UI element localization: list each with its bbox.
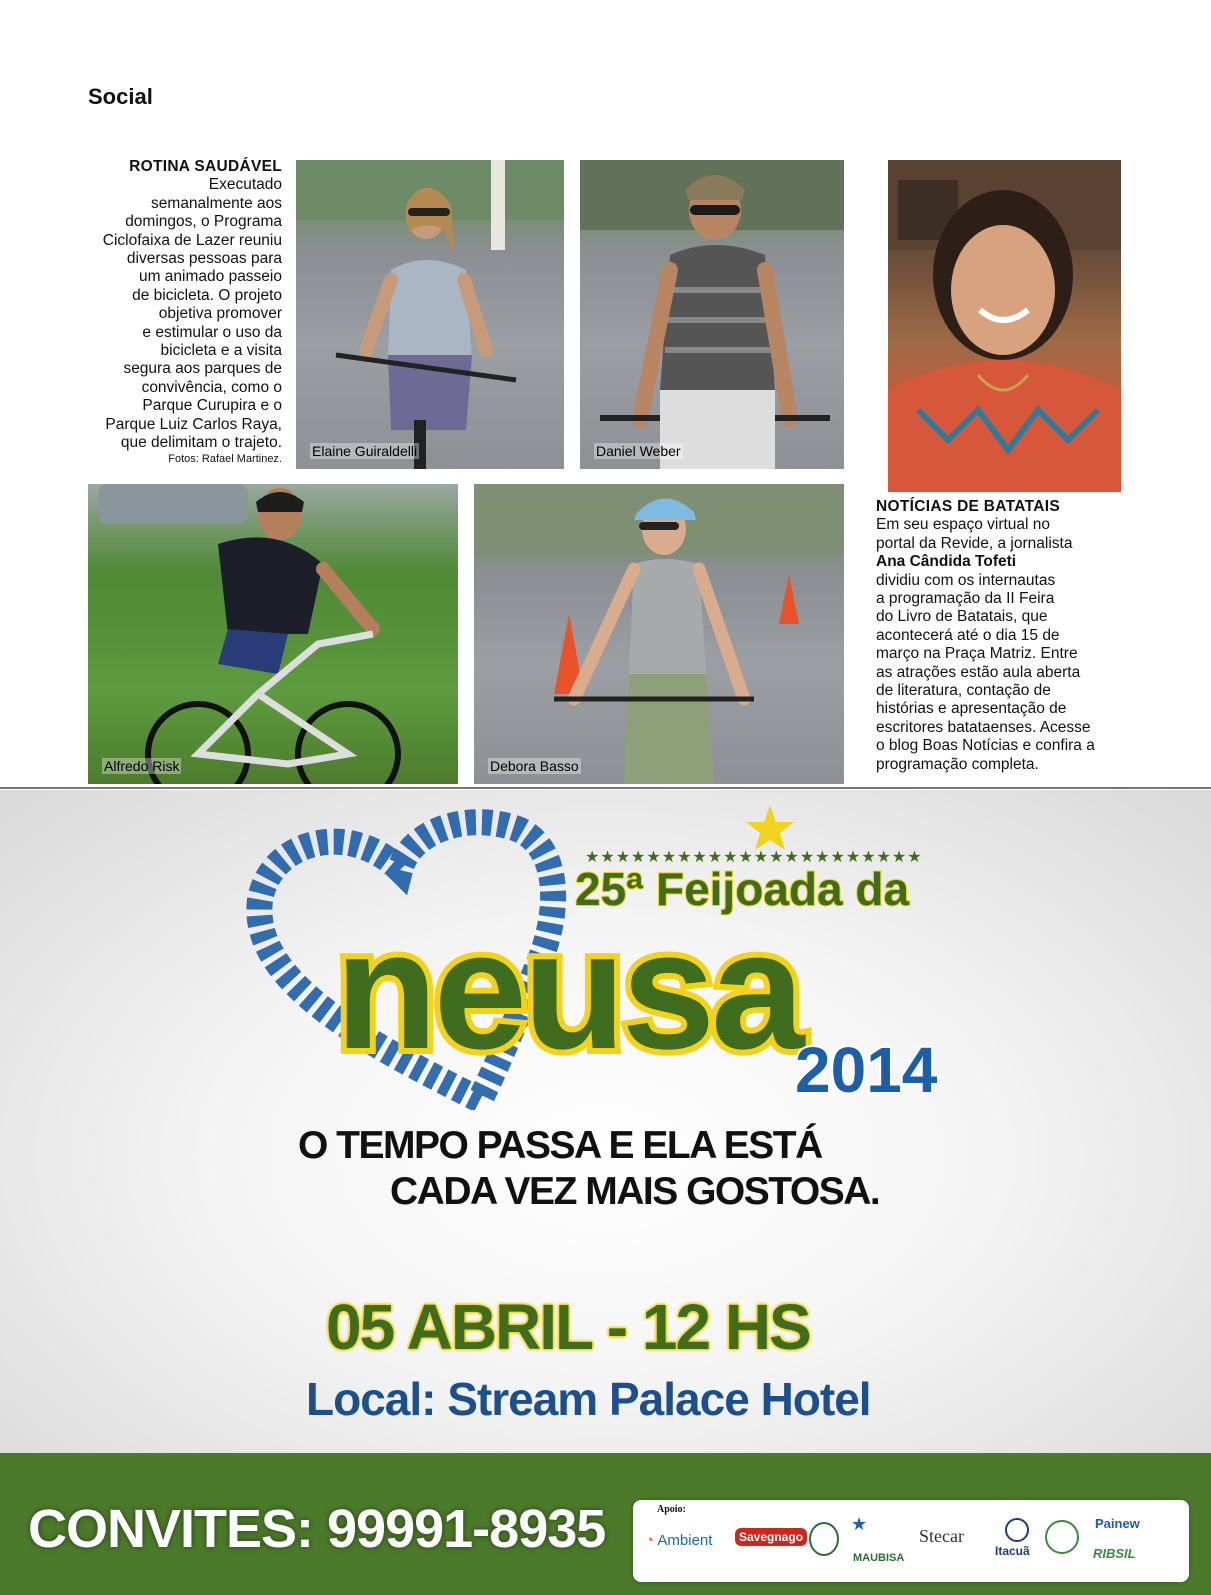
portrait-illustration [888, 160, 1121, 492]
noticias-line: a programação da II Feira [876, 590, 1055, 608]
noticias-line: março na Praça Matriz. Entre [876, 645, 1078, 663]
feijoada-logo [240, 800, 980, 1110]
rotina-line: Parque Curupira e o [142, 397, 282, 415]
photo-ana-candida [888, 160, 1121, 492]
cyclist-illustration [296, 160, 564, 469]
section-divider [0, 787, 1211, 789]
apoio-label: Apoio: [657, 1504, 686, 1515]
rotina-line: que delimitam o trajeto. [120, 434, 282, 452]
sponsor-itacua: Itacuã [995, 1544, 1030, 1558]
section-title: Social [88, 84, 153, 109]
round-seal-icon [1045, 1520, 1079, 1554]
rotina-line: segura aos parques de [123, 360, 282, 378]
noticias-heading: NOTÍCIAS DE BATATAIS [876, 498, 1060, 515]
ambient-logo-icon: ◔ [645, 1532, 655, 1549]
tagline-line-2: CADA VEZ MAIS GOSTOSA. [390, 1170, 880, 1213]
star-row-icon: ★★★★★★★★★★★★★★★★★★★★★★ [585, 847, 923, 866]
convites-phone: CONVITES: 99991-8935 [28, 1499, 606, 1559]
rotina-article [88, 158, 282, 466]
sponsor-savegnago: Savegnago [735, 1528, 807, 1546]
noticias-name: Ana Cândida Tofeti [876, 553, 1017, 571]
rotina-heading: ROTINA SAUDÁVEL [129, 158, 282, 175]
photo-caption: Debora Basso [490, 758, 579, 774]
cyclist-illustration [88, 484, 458, 784]
rotina-line: semanalmente aos [151, 194, 282, 212]
photo-alfredo [88, 484, 458, 784]
noticias-line: acontecerá até o dia 15 de [876, 626, 1060, 644]
noticias-line: as atrações estão aula aberta [876, 663, 1081, 681]
sponsor-ambient [645, 1532, 712, 1549]
star-icon [746, 805, 794, 850]
photo-elaine [296, 160, 564, 469]
photo-daniel [580, 160, 844, 469]
noticias-line: histórias e apresentação de [876, 700, 1067, 718]
noticias-article [876, 498, 1116, 774]
sponsor-stecar: Stecar [919, 1526, 964, 1546]
coat-of-arms-icon [809, 1522, 839, 1556]
sponsor-ribsil: RIBSIL [1093, 1546, 1136, 1561]
noticias-line: de literatura, contação de [876, 682, 1051, 700]
noticias-line: escritores batataenses. Acesse [876, 718, 1091, 736]
cyclist-illustration [580, 160, 844, 469]
cyclist-illustration [474, 484, 844, 784]
rotina-line: de bicicleta. O projeto [132, 286, 282, 304]
rotina-line: diversas pessoas para [126, 250, 282, 268]
rotina-line: convivência, como o [141, 378, 282, 396]
vw-logo-icon [1005, 1518, 1029, 1542]
noticias-line: o blog Boas Notícias e confira a [876, 737, 1095, 755]
event-date: 05 ABRIL - 12 HS [326, 1291, 810, 1363]
photo-caption: Daniel Weber [596, 443, 681, 459]
year-label: 2014 [795, 1034, 938, 1106]
photo-debora [474, 484, 844, 784]
noticias-line: dividiu com os internautas [876, 571, 1056, 589]
rotina-line: Ciclofaixa de Lazer reuniu [102, 231, 282, 249]
tagline-line-1: O TEMPO PASSA E ELA ESTÁ [298, 1124, 822, 1167]
rotina-line: e estimular o uso da [142, 323, 282, 341]
noticias-line: do Livro de Batatais, que [876, 608, 1048, 626]
photo-caption: Elaine Guiraldelli [312, 443, 418, 459]
rotina-line: Executado [208, 176, 282, 194]
sponsors-panel [633, 1500, 1189, 1582]
sponsor-painew: Painew [1095, 1516, 1140, 1531]
neusa-wordmark: neusa [335, 896, 801, 1084]
edition-title: 25ª Feijoada da [575, 863, 910, 915]
noticias-line: portal da Revide, a jornalista [876, 534, 1073, 552]
star-logo-icon: ★ [851, 1514, 868, 1534]
sponsor-ambient-name: Ambient [657, 1532, 713, 1549]
rotina-line: um animado passeio [138, 268, 282, 286]
photo-caption: Alfredo Risk [104, 758, 180, 774]
rotina-line: Parque Luiz Carlos Raya, [105, 415, 282, 433]
sponsor-maubisa: MAUBISA [853, 1552, 905, 1564]
rotina-line: domingos, o Programa [125, 213, 282, 231]
rotina-line: bicicleta e a visita [160, 342, 282, 360]
rotina-line: objetiva promover [158, 305, 282, 323]
noticias-line: Em seu espaço virtual no [876, 516, 1051, 534]
noticias-line: programação completa. [876, 755, 1039, 773]
photo-credit: Fotos: Rafael Martinez. [168, 452, 282, 465]
event-location: Local: Stream Palace Hotel [306, 1373, 871, 1425]
